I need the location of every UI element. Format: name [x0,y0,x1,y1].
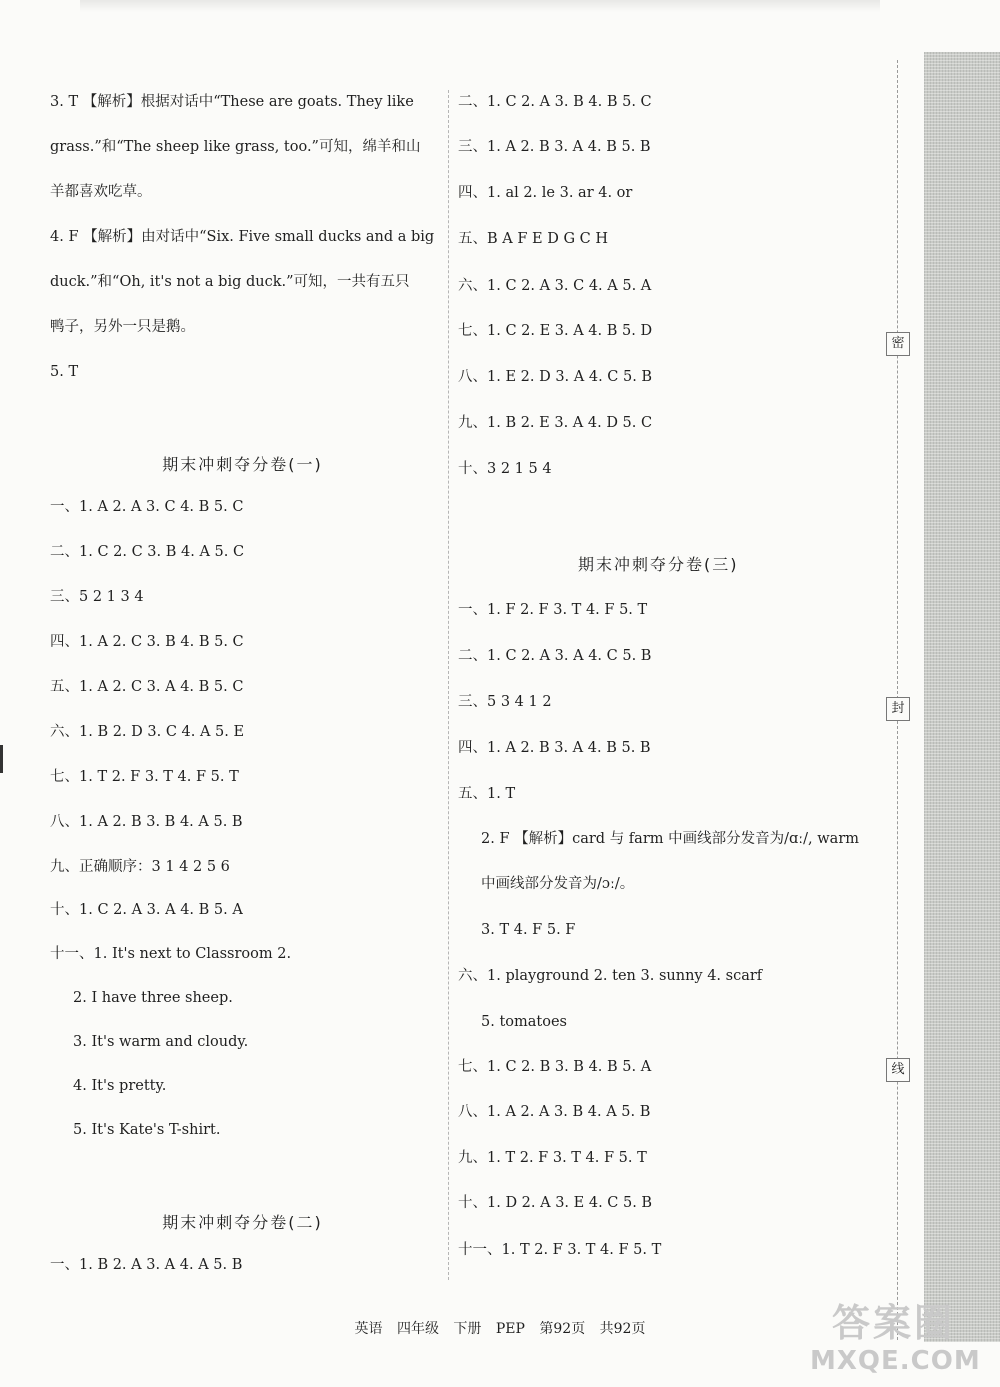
answer-line: 二、1. C 2. C 3. B 4. A 5. C [50,544,245,560]
binding-seal-char: 线 [886,1058,910,1082]
answer-line: 十、1. D 2. A 3. E 4. C 5. B [458,1195,653,1211]
answer-line: 五、B A F E D G C H [458,231,608,247]
answer-line: 三、5 2 1 3 4 [50,589,144,605]
answer-line: 七、1. C 2. B 3. B 4. B 5. A [458,1059,652,1075]
answer-line: 2. F 【解析】card 与 farm 中画线部分发音为/ɑː/, warm [481,831,860,847]
answer-line: 中画线部分发音为/ɔː/。 [481,876,635,892]
header-fade [80,0,880,12]
answer-line: 十一、1. It's next to Classroom 2. [50,946,292,962]
answer-line: 一、1. F 2. F 3. T 4. F 5. T [458,602,648,618]
answer-line: duck.”和“Oh, it's not a big duck.”可知，一共有五只 [50,274,410,290]
answer-line: 七、1. T 2. F 3. T 4. F 5. T [50,769,239,785]
answer-line: 五、1. A 2. C 3. A 4. B 5. C [50,679,244,695]
answer-line: 四、1. al 2. le 3. ar 4. or [458,185,633,201]
answer-line: 一、1. A 2. A 3. C 4. B 5. C [50,499,244,515]
answer-line: 四、1. A 2. B 3. A 4. B 5. B [458,740,651,756]
answer-line: 鸭子，另外一只是鹅。 [50,319,195,335]
answer-line: 羊都喜欢吃草。 [50,184,152,200]
answer-line: 一、1. B 2. A 3. A 4. A 5. B [50,1257,243,1273]
section-title: 期末冲刺夺分卷(二) [162,1213,323,1232]
answer-line: 六、1. B 2. D 3. C 4. A 5. E [50,724,245,740]
answer-line: 五、1. T [458,786,516,802]
binding-seal-char: 封 [886,697,910,721]
page-footer: 英语 四年级 下册 PEP 第92页 共92页 [354,1321,646,1337]
answer-line: 四、1. A 2. C 3. B 4. B 5. C [50,634,244,650]
answer-line: 4. It's pretty. [73,1078,167,1094]
answer-line: 3. T 【解析】根据对话中“These are goats. They like [50,94,414,110]
answer-line: 九、正确顺序：3 1 4 2 5 6 [50,859,230,875]
section-title: 期末冲刺夺分卷(三) [578,555,739,574]
answer-line: 九、1. T 2. F 3. T 4. F 5. T [458,1150,647,1166]
answer-line: 二、1. C 2. A 3. B 4. B 5. C [458,94,652,110]
side-texture-strip [924,52,1000,1342]
answer-line: 七、1. C 2. E 3. A 4. B 5. D [458,323,653,339]
answer-line: 3. It's warm and cloudy. [73,1034,249,1050]
binding-seal-char: 密 [886,332,910,356]
section-title: 期末冲刺夺分卷(一) [162,455,323,474]
answer-line: 十一、1. T 2. F 3. T 4. F 5. T [458,1242,662,1258]
column-divider [448,90,449,1280]
answer-line: 三、5 3 4 1 2 [458,694,552,710]
answer-line: 5. It's Kate's T-shirt. [73,1122,221,1138]
binding-margin-mark [0,745,17,773]
answer-line: 5. T [50,364,79,380]
answer-line: 六、1. playground 2. ten 3. sunny 4. scarf [458,968,763,984]
answer-line: 三、1. A 2. B 3. A 4. B 5. B [458,139,651,155]
watermark-url: MXQE.COM [810,1346,981,1376]
answer-line: 八、1. A 2. B 3. B 4. A 5. B [50,814,243,830]
answer-line: 4. F 【解析】由对话中“Six. Five small ducks and a big [50,229,435,245]
answer-line: 八、1. E 2. D 3. A 4. C 5. B [458,369,653,385]
answer-line: grass.”和“The sheep like grass, too.”可知，绵羊和山 [50,139,421,155]
answer-line: 九、1. B 2. E 3. A 4. D 5. C [458,415,653,431]
answer-line: 3. T 4. F 5. F [481,922,576,938]
answer-line: 2. I have three sheep. [73,990,233,1006]
answer-line: 六、1. C 2. A 3. C 4. A 5. A [458,278,652,294]
answer-line: 十、3 2 1 5 4 [458,461,552,477]
site-watermark [790,1288,1000,1383]
answer-line: 二、1. C 2. A 3. A 4. C 5. B [458,648,652,664]
answer-line: 十、1. C 2. A 3. A 4. B 5. A [50,902,243,918]
answer-line: 八、1. A 2. A 3. B 4. A 5. B [458,1104,651,1120]
watermark-logo-text: 答案圈 [832,1301,956,1345]
answer-line: 5. tomatoes [481,1014,567,1030]
